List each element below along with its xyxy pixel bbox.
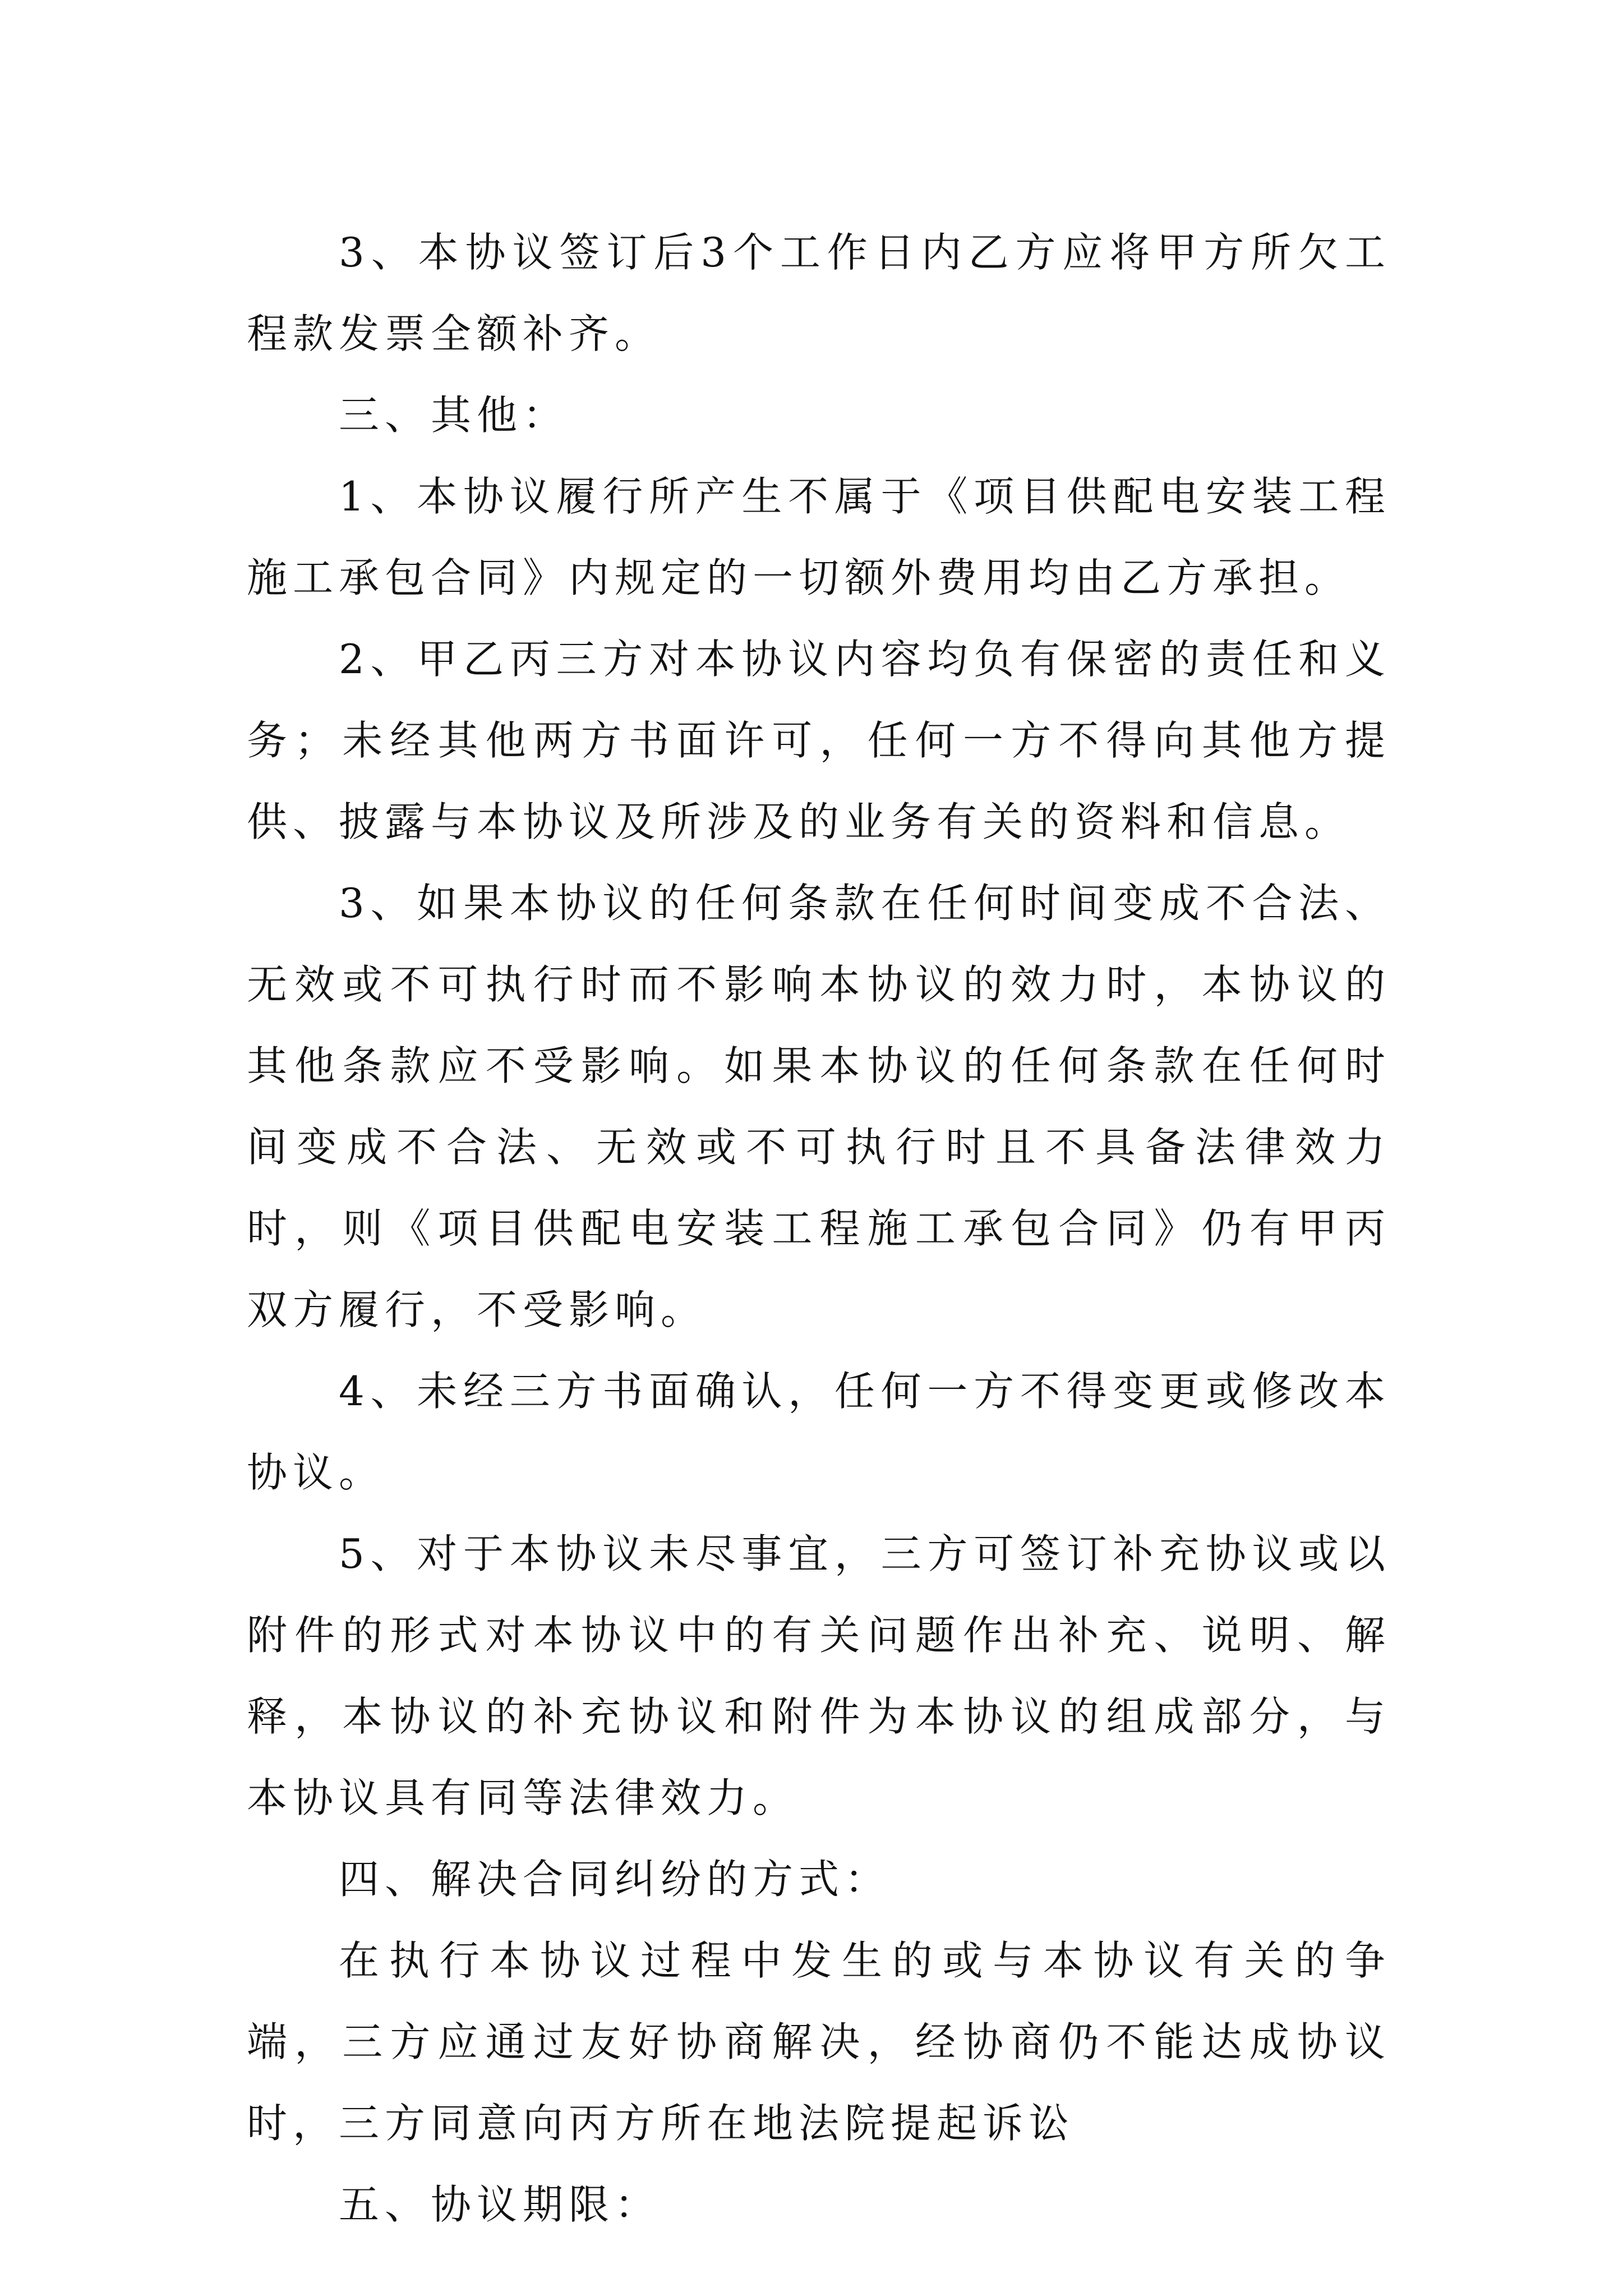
paragraph-confidentiality-clause: 2、甲乙丙三方对本协议内容均负有保密的责任和义务；未经其他两方书面许可，任何一方不得向其他方提供、披露与本协议及所涉及的业务有关的资料和信息。 [247, 636, 1391, 845]
paragraph-amendment-clause: 4、未经三方书面确认，任何一方不得变更或修改本协议。 [247, 1368, 1391, 1496]
document-body [247, 212, 1391, 2246]
paragraph-dispute-resolution: 在执行本协议过程中发生的或与本协议有关的争端，三方应通过友好协商解决，经协商仍不能达成协议时，三方同意向丙方所在地法院提起诉讼 [247, 1937, 1391, 2147]
paragraph-extra-costs-clause: 1、本协议履行所产生不属于《项目供配电安装工程施工承包合同》内规定的一切额外费用均由乙方承担。 [247, 473, 1391, 601]
section-heading-other: 三、其他： [339, 392, 569, 439]
paragraph-supplement-clause: 5、对于本协议未尽事宜，三方可签订补充协议或以附件的形式对本协议中的有关问题作出补充、说明、解释，本协议的补充协议和附件为本协议的组成部分，与本协议具有同等法律效力。 [247, 1530, 1391, 1821]
section-heading-disputes: 四、解决合同纠纷的方式： [339, 1856, 891, 1903]
paragraph-invoice-clause: 3、本协议签订后3个工作日内乙方应将甲方所欠工程款发票全额补齐。 [247, 229, 1391, 357]
section-heading-term: 五、协议期限： [339, 2181, 661, 2228]
paragraph-severability-clause: 3、如果本协议的任何条款在任何时间变成不合法、无效或不可执行时而不影响本协议的效力时，本协议的其他条款应不受影响。如果本协议的任何条款在任何时间变成不合法、无效或不可执行时且不具备法律效力时，则《项目供配电安装工程施工承包合同》仍有甲丙双方履行，不受影响。 [247, 880, 1391, 1333]
